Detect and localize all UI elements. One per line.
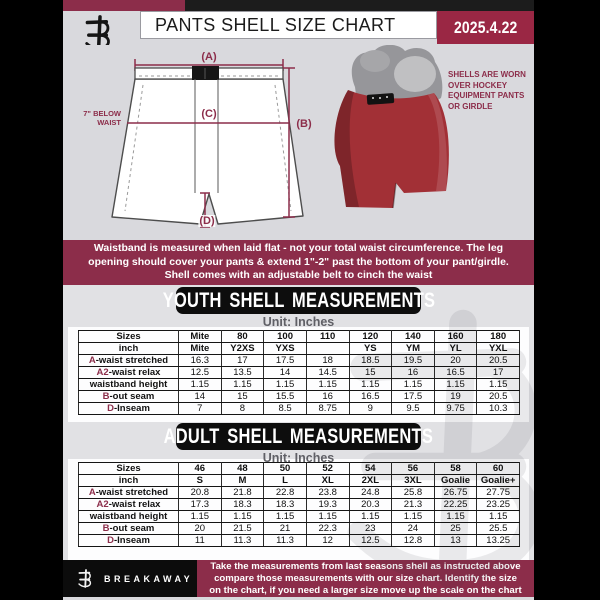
row-label: inch	[79, 475, 179, 487]
table-cell: M	[221, 475, 264, 487]
table-cell: 20.5	[477, 355, 520, 367]
table-cell: 1.15	[349, 379, 392, 391]
footer	[63, 560, 534, 597]
table-cell: 17	[221, 355, 264, 367]
table-cell: 18	[306, 355, 349, 367]
row-label: D-Inseam	[79, 403, 179, 415]
measure-label-b: (B)	[296, 118, 312, 130]
table-cell: 21.3	[392, 499, 435, 511]
row-label: A-waist stretched	[79, 487, 179, 499]
adult-heading: ADULT SHELL MEASUREMENTS	[163, 423, 434, 449]
table-cell: 20.5	[477, 391, 520, 403]
girdle-shoulder-pad	[360, 50, 390, 72]
table-cell: YL	[434, 343, 477, 355]
table-cell: 11	[179, 535, 222, 547]
table-cell: 21.8	[221, 487, 264, 499]
table-cell: Mite	[179, 343, 222, 355]
table-cell: 19.3	[306, 499, 349, 511]
notice-line: opening should cover your pants & extend 1"-2" past the bottom of your pant/girdle.	[88, 255, 509, 268]
table-cell: Goalie	[434, 475, 477, 487]
table-cell: 22.3	[306, 523, 349, 535]
table-row	[79, 403, 520, 415]
date-text: 2025.4.22	[453, 17, 518, 37]
table-cell: 1.15	[179, 379, 222, 391]
youth-unit-label: Unit: Inches	[262, 315, 335, 329]
notice-line: Waistband is measured when laid flat - not your total waist circumference. The leg	[93, 242, 504, 255]
table-cell: 16	[392, 367, 435, 379]
footer-note-line: Take the measurements from last seasons shell as instructed above	[210, 560, 521, 572]
measure-label-a: (A)	[201, 51, 217, 63]
table-cell: 160	[434, 331, 477, 343]
table-cell: YS	[349, 343, 392, 355]
table-cell: 15	[221, 391, 264, 403]
table-row	[79, 487, 520, 499]
table-cell: 2XL	[349, 475, 392, 487]
table-cell: 54	[349, 463, 392, 475]
photo-caption-line: EQUIPMENT PANTS	[448, 91, 525, 100]
table-cell: 20.3	[349, 499, 392, 511]
table-cell: 21.5	[221, 523, 264, 535]
table-cell: 1.15	[477, 511, 520, 523]
waist-laces	[367, 93, 395, 105]
table-row	[79, 331, 520, 343]
table-row	[79, 475, 520, 487]
page-title: PANTS SHELL SIZE CHART	[140, 11, 437, 39]
table-cell: 12	[306, 535, 349, 547]
table-cell: 26.75	[434, 487, 477, 499]
table-cell: 20	[434, 355, 477, 367]
table-cell: 1.15	[221, 379, 264, 391]
table-cell: L	[264, 475, 307, 487]
table-cell: 19.5	[392, 355, 435, 367]
table-cell: Goalie+	[477, 475, 520, 487]
figure-section	[63, 45, 534, 240]
table-cell	[306, 343, 349, 355]
girdle-highlight-pad	[394, 56, 436, 92]
table-cell: 14.5	[306, 367, 349, 379]
row-label: Sizes	[79, 463, 179, 475]
table-cell: 3XL	[392, 475, 435, 487]
table-cell: 52	[306, 463, 349, 475]
table-cell: 8	[221, 403, 264, 415]
photo-caption-line: SHELLS ARE WORN	[448, 70, 526, 79]
table-cell: S	[179, 475, 222, 487]
measure-label-d: (D)	[199, 215, 215, 227]
table-cell: 25.8	[392, 487, 435, 499]
table-row	[79, 463, 520, 475]
table-cell: 8.75	[306, 403, 349, 415]
table-cell: 1.15	[434, 511, 477, 523]
row-label: waistband height	[79, 511, 179, 523]
table-cell: 13.5	[221, 367, 264, 379]
table-row	[79, 367, 520, 379]
footer-note-line: compare those measurements with our size chart. Identify the size	[214, 572, 517, 584]
row-label: B-out seam	[79, 391, 179, 403]
table-cell: YXS	[264, 343, 307, 355]
table-cell: 17.3	[179, 499, 222, 511]
table-cell: 20.8	[179, 487, 222, 499]
table-cell: 23.25	[477, 499, 520, 511]
table-cell: 1.15	[434, 379, 477, 391]
table-cell: 14	[264, 367, 307, 379]
table-cell: 11.3	[264, 535, 307, 547]
table-cell: 16	[306, 391, 349, 403]
notice-line: Shell comes with an adjustable belt to cinch the waist	[164, 269, 433, 282]
table-cell: 15	[349, 367, 392, 379]
table-cell: Mite	[179, 331, 222, 343]
date-badge	[437, 11, 534, 44]
table-cell: 17	[477, 367, 520, 379]
waist-note-line: 7" BELOW	[83, 109, 121, 118]
table-cell: 1.15	[264, 379, 307, 391]
table-cell: 27.75	[477, 487, 520, 499]
table-cell: 24.8	[349, 487, 392, 499]
table-row	[79, 379, 520, 391]
row-label: D-Inseam	[79, 535, 179, 547]
table-cell: 58	[434, 463, 477, 475]
table-cell: 18.3	[221, 499, 264, 511]
table-cell: YM	[392, 343, 435, 355]
table-cell: 10.3	[477, 403, 520, 415]
table-cell: 9.75	[434, 403, 477, 415]
table-row	[79, 343, 520, 355]
waist-note	[69, 109, 121, 127]
table-cell: 12.8	[392, 535, 435, 547]
table-cell: 23.8	[306, 487, 349, 499]
photo-caption	[448, 70, 532, 112]
table-cell: 1.15	[179, 511, 222, 523]
row-label: Sizes	[79, 331, 179, 343]
youth-size-table	[78, 330, 520, 415]
document-page	[63, 0, 534, 600]
table-cell: 13	[434, 535, 477, 547]
table-cell: XL	[306, 475, 349, 487]
table-row	[79, 355, 520, 367]
table-cell: 80	[221, 331, 264, 343]
top-strip	[63, 0, 534, 11]
brand-name: BREAKAWAY	[104, 573, 194, 584]
table-cell: 1.15	[477, 379, 520, 391]
table-cell: 18.3	[264, 499, 307, 511]
table-cell: 56	[392, 463, 435, 475]
table-cell: 24	[392, 523, 435, 535]
table-cell: 12.5	[349, 535, 392, 547]
row-label: A-waist stretched	[79, 355, 179, 367]
table-cell: 16.5	[349, 391, 392, 403]
table-cell: 23	[349, 523, 392, 535]
table-row	[79, 535, 520, 547]
footer-brand	[63, 560, 197, 597]
table-cell: 19	[434, 391, 477, 403]
top-strip-accent	[63, 0, 185, 11]
table-cell: 9	[349, 403, 392, 415]
row-label: B-out seam	[79, 523, 179, 535]
table-cell: 180	[477, 331, 520, 343]
footer-note	[197, 560, 534, 597]
waist-note-line: WAIST	[97, 118, 121, 127]
table-cell: 22.25	[434, 499, 477, 511]
table-cell: 140	[392, 331, 435, 343]
table-cell: 15.5	[264, 391, 307, 403]
table-cell: 16.5	[434, 367, 477, 379]
adult-size-table	[78, 462, 520, 547]
row-label: A2-waist relax	[79, 499, 179, 511]
table-cell: 1.15	[264, 511, 307, 523]
table-cell: 120	[349, 331, 392, 343]
breakaway-b-icon-footer	[75, 566, 97, 591]
row-label: inch	[79, 343, 179, 355]
table-cell: 20	[179, 523, 222, 535]
table-cell: 46	[179, 463, 222, 475]
table-cell: 1.15	[306, 379, 349, 391]
table-cell: 60	[477, 463, 520, 475]
table-cell: 9.5	[392, 403, 435, 415]
table-cell: 18.5	[349, 355, 392, 367]
table-cell: 14	[179, 391, 222, 403]
table-cell: 1.15	[349, 511, 392, 523]
shell-photo	[334, 45, 448, 208]
table-cell: 7	[179, 403, 222, 415]
row-label: waistband height	[79, 379, 179, 391]
table-cell: 48	[221, 463, 264, 475]
table-cell: 50	[264, 463, 307, 475]
notice-banner	[63, 240, 534, 285]
table-row	[79, 511, 520, 523]
table-cell: 110	[306, 331, 349, 343]
table-row	[79, 499, 520, 511]
adult-heading-banner	[163, 423, 434, 450]
table-cell: YXL	[477, 343, 520, 355]
table-cell: 1.15	[221, 511, 264, 523]
photo-caption-line: OVER HOCKEY	[448, 80, 508, 90]
photo-caption-line: OR GIRDLE	[448, 101, 493, 111]
table-cell: 12.5	[179, 367, 222, 379]
table-cell: 17.5	[392, 391, 435, 403]
measure-label-c: (C)	[201, 108, 217, 120]
measurements-section	[63, 285, 534, 560]
table-cell: 1.15	[392, 511, 435, 523]
table-cell: 25	[434, 523, 477, 535]
youth-heading: YOUTH SHELL MEASUREMENTS	[162, 287, 435, 313]
table-cell: 1.15	[306, 511, 349, 523]
pants-outline	[112, 79, 303, 224]
table-cell: Y2XS	[221, 343, 264, 355]
youth-heading-banner	[162, 287, 435, 314]
table-cell: 25.5	[477, 523, 520, 535]
table-cell: 22.8	[264, 487, 307, 499]
pants-line-diagram	[112, 59, 303, 227]
adult-unit-label: Unit: Inches	[262, 451, 335, 465]
table-cell: 11.3	[221, 535, 264, 547]
table-cell: 8.5	[264, 403, 307, 415]
table-row	[79, 391, 520, 403]
table-cell: 1.15	[392, 379, 435, 391]
table-row	[79, 523, 520, 535]
row-label: A2-waist relax	[79, 367, 179, 379]
table-cell: 100	[264, 331, 307, 343]
table-cell: 16.3	[179, 355, 222, 367]
footer-note-line: on the chart, if you need a larger size move up the scale on the chart	[209, 584, 522, 596]
table-cell: 21	[264, 523, 307, 535]
table-cell: 17.5	[264, 355, 307, 367]
table-cell: 13.25	[477, 535, 520, 547]
header	[63, 11, 534, 45]
